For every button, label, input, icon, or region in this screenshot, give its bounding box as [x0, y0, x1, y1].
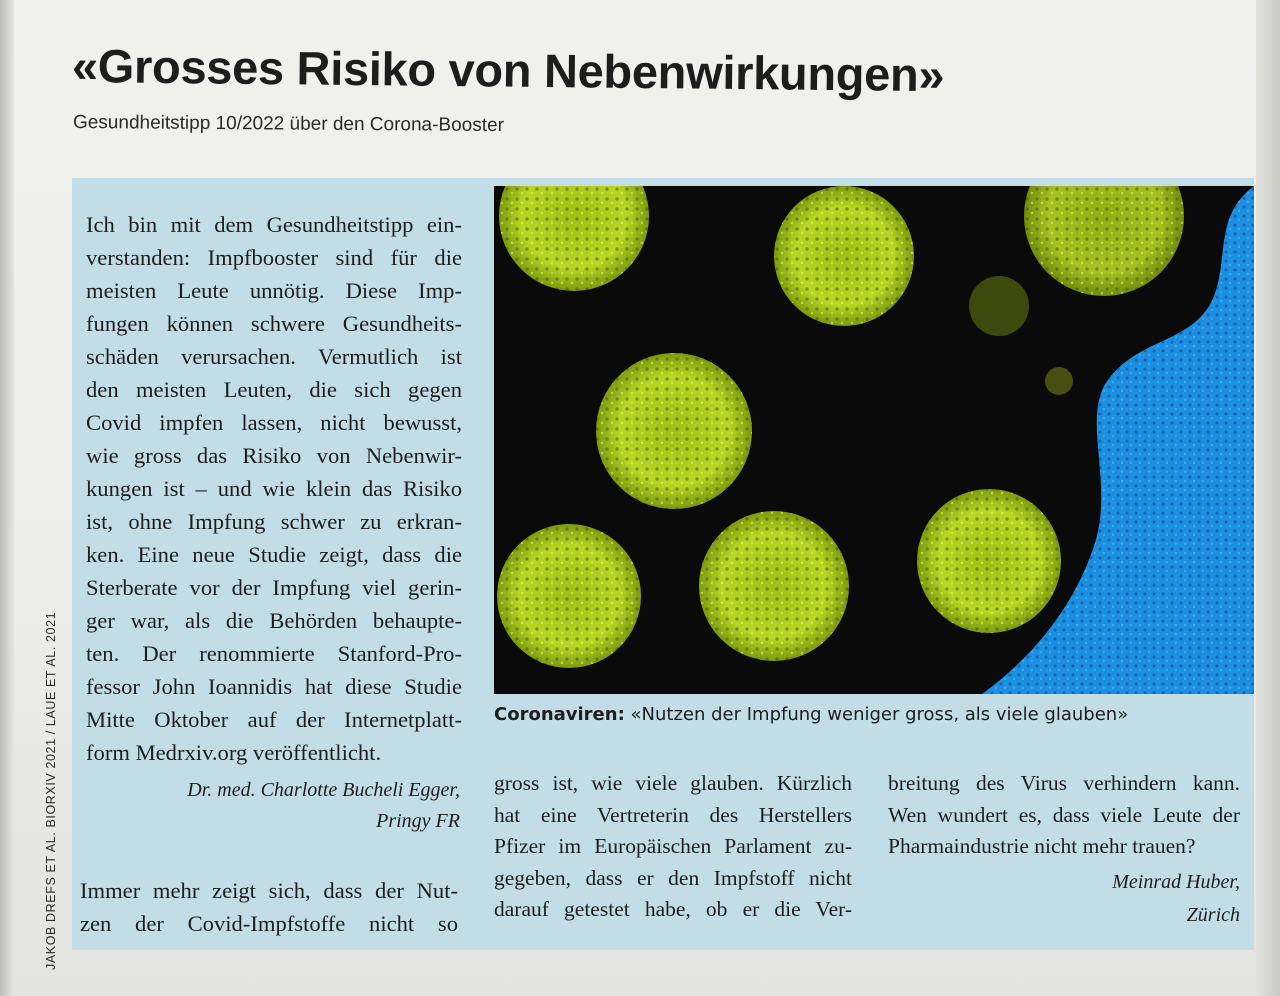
text-line: schäden verursachen. Vermutlich ist: [86, 344, 462, 369]
text-line: gegeben, dass er den Impfstoff nicht: [494, 865, 852, 890]
text-line: Wen wundert es, dass viele Leute der: [888, 802, 1240, 827]
text-line: breitung des Virus verhindern kann.: [888, 771, 1240, 795]
text-line: ist, ohne Impfung schwer zu erkran-: [86, 509, 462, 534]
signature-place: Zürich: [1186, 904, 1240, 926]
letter-1-signature: [86, 775, 460, 837]
letter-2-column-1: [80, 874, 458, 940]
signature-place: Pringy FR: [376, 810, 460, 832]
text-line: ger war, als die Behörden behaupte-: [86, 608, 462, 633]
text-line: Ich bin mit dem Gesundheitstipp ein-: [86, 212, 462, 237]
text-line: meisten Leute unnötig. Diese Imp-: [86, 278, 462, 303]
letter-1-body: [86, 208, 462, 769]
text-line: den meisten Leuten, die sich gegen: [86, 377, 462, 402]
text-line: form Medrxiv.org veröffentlicht.: [86, 740, 382, 765]
text-line: zen der Covid-Impfstoffe nicht so: [80, 911, 458, 936]
photo-caption: [494, 704, 1254, 725]
text-line: ten. Der renommierte Stanford-Pro-: [86, 641, 462, 666]
text-line: Covid impfen lassen, nicht bewusst,: [86, 410, 462, 435]
text-line: Mitte Oktober auf der Internetplatt-: [86, 707, 462, 732]
headline: «Grosses Risiko von Nebenwirkungen»: [71, 39, 945, 102]
text-line: fungen können schwere Gesundheits-: [86, 311, 462, 336]
letter-2-column-3: [888, 768, 1240, 863]
letter-2-column-2: [494, 768, 852, 926]
coronavirus-illustration: [494, 186, 1254, 694]
caption-text: «Nutzen der Impfung weniger gross, als viele glauben»: [624, 704, 1129, 725]
text-line: Pharmaindustrie nicht mehr trauen?: [888, 834, 1196, 858]
text-line: Sterberate vor der Impfung viel gerin-: [86, 575, 462, 600]
page-edge-right: [1256, 0, 1280, 996]
page-edge-left: [0, 0, 14, 996]
subheadline: Gesundheitstipp 10/2022 über den Corona-Booster: [72, 112, 505, 137]
text-line: Pfizer im Europäischen Parlament zu-: [494, 834, 852, 858]
letter-2-signature: [888, 866, 1240, 932]
coronavirus-photo: [494, 186, 1254, 694]
text-line: darauf getestet habe, ob er die Ver-: [494, 897, 852, 921]
text-line: gross ist, wie viele glauben. Kürzlich: [494, 771, 852, 795]
text-line: kungen ist – und wie klein das Risiko: [86, 476, 462, 501]
text-line: fessor John Ioannidis hat diese Studie: [86, 674, 462, 699]
photo-credit: JAKOB DREFS ET AL. BIORXIV 2021 / LAUE ET AL. 2021: [44, 611, 58, 970]
caption-label: Coronaviren:: [494, 704, 625, 725]
text-line: verstanden: Impfbooster sind für die: [86, 245, 462, 270]
signature-name: Dr. med. Charlotte Bucheli Egger,: [187, 779, 460, 801]
text-line: wie gross das Risiko von Nebenwir-: [86, 443, 462, 468]
signature-name: Meinrad Huber,: [1112, 871, 1240, 893]
text-line: hat eine Vertreterin des Herstellers: [494, 802, 852, 827]
text-line: Immer mehr zeigt sich, dass der Nut-: [80, 878, 458, 903]
text-line: ken. Eine neue Studie zeigt, dass die: [86, 542, 462, 567]
